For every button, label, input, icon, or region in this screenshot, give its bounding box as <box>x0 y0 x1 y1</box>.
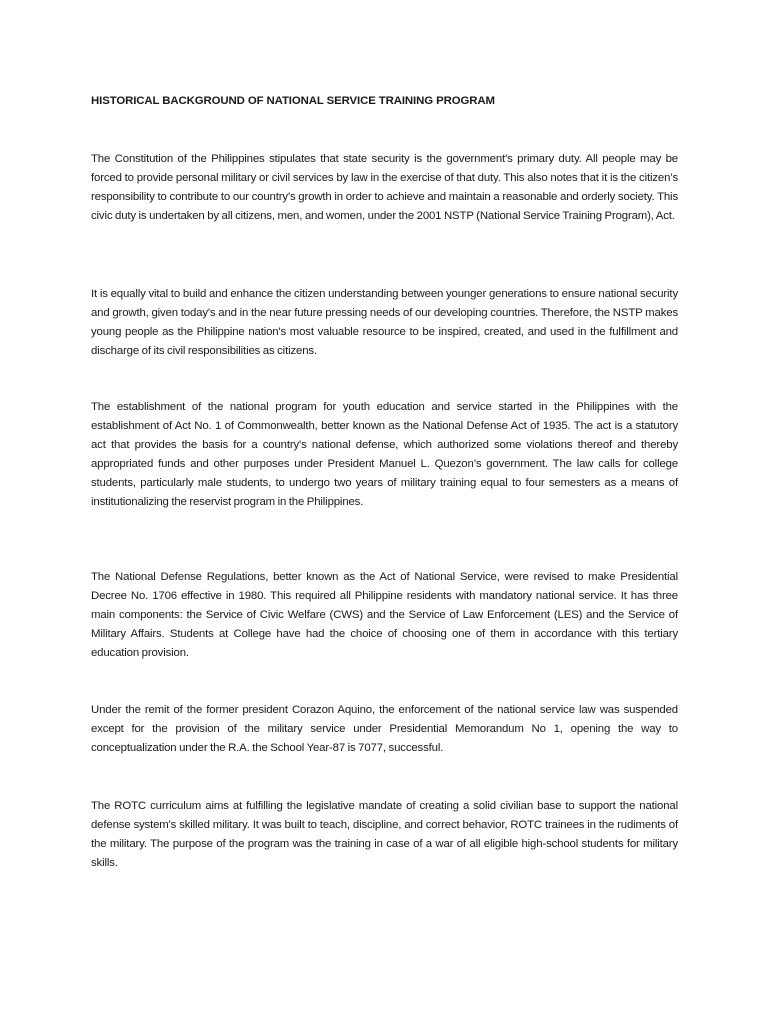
paragraph-national-defense-regulations: The National Defense Regulations, better known as the Act of National Service, were revised to make Presidential Decree No. 1706 effective in 1980. This required all Philippine residents with mandatory national service. It has three main components: the Service of Civic Welfare (CWS) and the Service of Law Enforcement (LES) and the Service of Military Affairs. Students at College have had the choice of choosing one of them in accordance with this tertiary education provision. <box>91 571 678 659</box>
paragraph-national-defense-act: The establishment of the national program for youth education and service started in the Philippines with the establishment of Act No. 1 of Commonwealth, better known as the National Defense Act of 1935. The act is a statutory act that provides the basis for a country's national defense, which authorized some violations thereof and thereby appropriated funds and other purposes under President Manuel L. Quezon’s government. The law calls for college students, particularly male students, to undergo two years of military training equal to four semesters as a means of institutionalizing the reservist program in the Philippines. <box>91 401 678 508</box>
paragraph-constitution: The Constitution of the Philippines stipulates that state security is the government's primary duty. All people may be forced to provide personal military or civil services by law in the exercise of that duty. This also notes that it is the citizen’s responsibility to contribute to our country's growth in order to achieve and maintain a reasonable and orderly society. This civic duty is undertaken by all citizens, men, and women, under the 2001 NSTP (National Service Training Program), Act. <box>91 153 678 222</box>
document-title: HISTORICAL BACKGROUND OF NATIONAL SERVICE TRAINING PROGRAM <box>91 95 495 107</box>
paragraph-citizen-understanding: It is equally vital to build and enhance the citizen understanding between younger generations to ensure national security and growth, given today's and in the near future pressing needs of our developing countries. Therefore, the NSTP makes young people as the Philippine nation's most valuable resource to be inspired, created, and used in the fulfillment and discharge of its civil responsibilities as citizens. <box>91 288 678 357</box>
paragraph-aquino-remit: Under the remit of the former president Corazon Aquino, the enforcement of the national service law was suspended except for the provision of the military service under Presidential Memorandum No 1, opening the way to conceptualization under the R.A. the School Year-87 is 7077, successful. <box>91 704 678 754</box>
paragraph-rotc-curriculum: The ROTC curriculum aims at fulfilling the legislative mandate of creating a solid civilian base to support the national defense system's skilled military. It was built to teach, discipline, and correct behavior, ROTC trainees in the rudiments of the military. The purpose of the program was the training in case of a war of all eligible high-school students for military skills. <box>91 800 678 869</box>
